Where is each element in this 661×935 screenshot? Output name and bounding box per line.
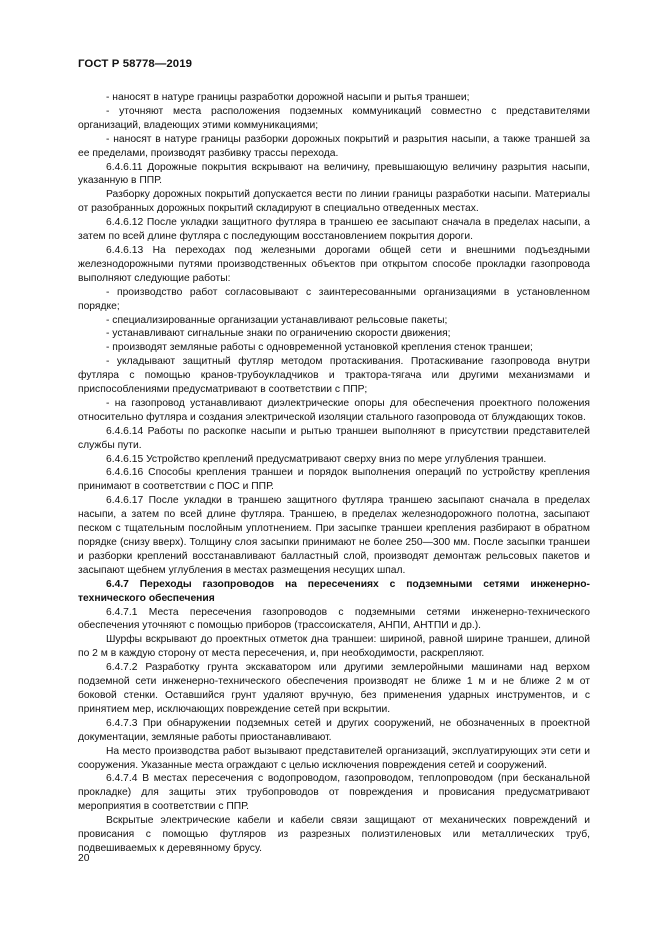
document-header: ГОСТ Р 58778—2019	[78, 58, 193, 70]
paragraph: 6.4.7.2 Разработку грунта экскаватором или другими землеройными машинами над верхом подземной сети инженерно-технического обеспечения производят не ближе 1 м и не ближе 2 м от боковой стенки. Оставшийся грунт удаляют вручную, без применения ударных инструментов, и с принятием мер, исключающих повреждение сетей при вскрытии.	[78, 662, 590, 715]
page-number: 20	[78, 853, 90, 864]
paragraph: - уточняют места расположения подземных коммуникаций совместно с представителями организаций, владеющих этими коммуникациями;	[78, 105, 590, 131]
document-body	[78, 91, 590, 856]
paragraph: 6.4.6.14 Работы по раскопке насыпи и рытью траншеи выполняют в присутствии представителей службы пути.	[78, 425, 590, 451]
paragraph: 6.4.7.1 Места пересечения газопроводов с подземными сетями инженерно-технического обеспечения уточняют с помощью приборов (трассоискателя, АНПИ, АНТПИ и др.).	[78, 606, 590, 632]
paragraph: - устанавливают сигнальные знаки по ограничению скорости движения;	[106, 328, 451, 340]
paragraph: 6.4.7.3 При обнаружении подземных сетей и других сооружений, не обозначенных в проектной документации, земляные работы приостанавливают.	[78, 717, 590, 743]
paragraph: - наносят в натуре границы разборки дорожных покрытий и разрытия насыпи, а также траншей за ее пределами, производят разбивку трассы перехода.	[78, 133, 590, 159]
paragraph: 6.4.7.4 В местах пересечения с водопроводом, газопроводом, теплопроводом (при бесканальной прокладке) для защиты этих трубопроводов от повреждения и провисания предусматривают мероприятия в соответствии с ППР.	[78, 773, 590, 813]
paragraph: 6.4.6.16 Способы крепления траншеи и порядок выполнения операций по устройству крепления принимают в соответствии с ПОС и ППР.	[78, 467, 590, 493]
paragraph: - производят земляные работы с одновременной установкой крепления стенок траншеи;	[106, 342, 533, 354]
paragraph: 6.4.6.13 На переходах под железными дорогами общей сети и внешними подъездными железнодорожными путями производственных объектов при открытом способе прокладки газопровода выполняют следующие работы:	[78, 244, 590, 284]
paragraph: Разборку дорожных покрытий допускается вести по линии границы разработки насыпи. Материалы от разобранных дорожных покрытий складируют в специально отведенных местах.	[78, 189, 590, 215]
paragraph: - укладывают защитный футляр методом протаскивания. Протаскивание газопровода внутри футляра с помощью кранов-трубоукладчиков и трактора-тягача или другими механизмами и приспособлениями предусматривают в соответствии с ППР;	[78, 356, 590, 396]
section-heading: 6.4.7 Переходы газопроводов на пересечениях с подземными сетями инженерно-технического обеспечения	[78, 578, 590, 604]
paragraph: 6.4.6.15 Устройство креплений предусматривают сверху вниз по мере углубления траншеи.	[106, 453, 547, 465]
paragraph: - производство работ согласовывают с заинтересованными организациями в установленном порядке;	[78, 286, 590, 312]
paragraph: 6.4.6.12 После укладки защитного футляра в траншею ее засыпают сначала в пределах насыпи, а затем по всей длине футляра с последующим восстановлением покрытия дороги.	[78, 217, 590, 243]
paragraph: - специализированные организации устанавливают рельсовые пакеты;	[106, 314, 448, 326]
paragraph: 6.4.6.17 После укладки в траншею защитного футляра траншею засыпают сначала в пределах насыпи, а затем по всей длине футляра. Траншею, в пределах железнодорожного полотна, засыпают песком с тщательным послойным уплотнением. При засыпке траншеи крепления разбирают в обратном порядке (снизу вверх). Толщину слоя засыпки принимают не более 250—300 мм. После засыпки траншеи и разборки креплений восстанавливают балластный слой, производят демонтаж рельсовых пакетов и засыпают щебнем углубления в местах размещения несущих шпал.	[78, 495, 590, 576]
paragraph: На место производства работ вызывают представителей организаций, эксплуатирующих эти сети и сооружения. Указанные места ограждают с целью исключения повреждения сетей и сооружений.	[78, 745, 590, 771]
paragraph: - на газопровод устанавливают диэлектрические опоры для обеспечения проектного положения относительно футляра и создания электрической изоляции стального газопровода от блуждающих токов.	[78, 397, 590, 423]
paragraph: 6.4.6.11 Дорожные покрытия вскрывают на величину, превышающую величину разрытия насыпи, указанную в ППР.	[78, 161, 590, 187]
paragraph: - наносят в натуре границы разработки дорожной насыпи и рытья траншеи;	[106, 92, 470, 103]
paragraph: Шурфы вскрывают до проектных отметок дна траншеи: шириной, равной ширине траншеи, длиной по 2 м в каждую сторону от места пересечения, и, при необходимости, раскрепляют.	[78, 634, 590, 660]
paragraph: Вскрытые электрические кабели и кабели связи защищают от механических повреждений и провисания с помощью футляров из разрезных полиэтиленовых или металлических труб, подвешиваемых к деревянному брусу.	[78, 815, 590, 854]
